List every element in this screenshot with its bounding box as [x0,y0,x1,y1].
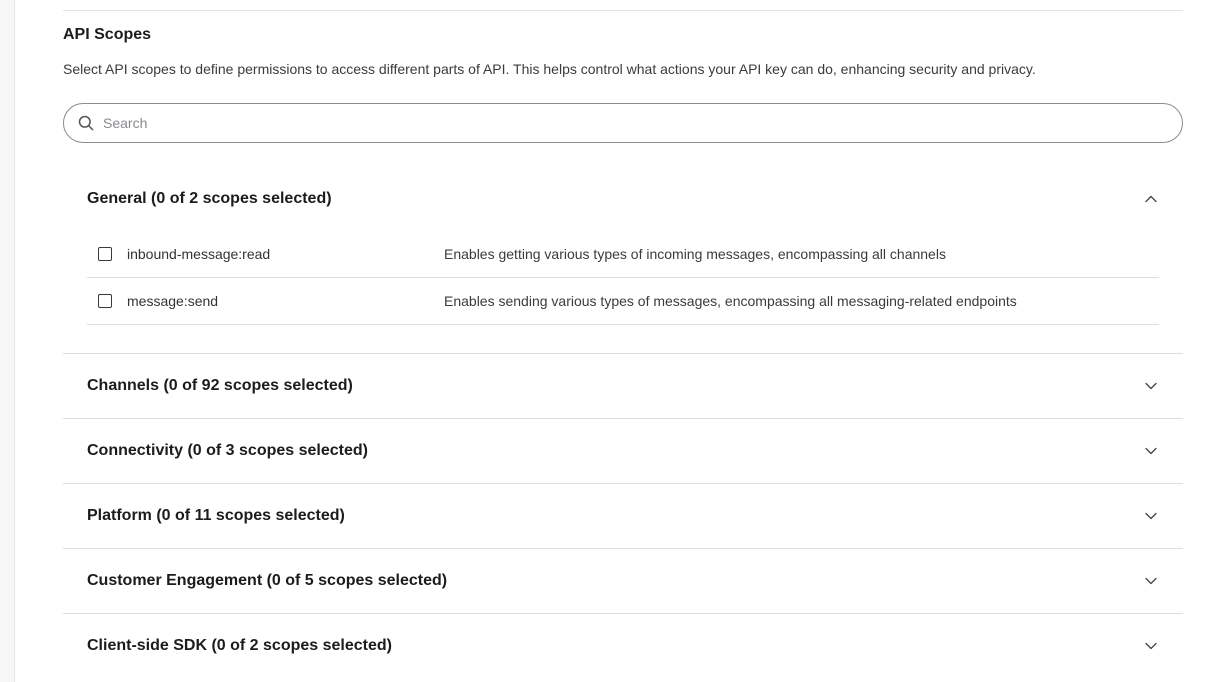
chevron-up-icon[interactable] [1144,192,1158,206]
scope-group-title: Connectivity (0 of 3 scopes selected) [87,442,368,459]
chevron-down-icon[interactable] [1144,509,1158,523]
scope-group-client-side-sdk[interactable] [63,614,1183,682]
search-box[interactable] [63,103,1183,143]
scope-name: inbound-message:read [127,246,271,262]
scope-group-title: General (0 of 2 scopes selected) [87,190,332,207]
scope-group-general [63,168,1183,354]
scope-group-title: Platform (0 of 11 scopes selected) [87,507,345,524]
search-icon [78,115,94,131]
api-scopes-panel [14,0,1229,682]
scope-group-title: Client-side SDK (0 of 2 scopes selected) [87,637,392,654]
chevron-down-icon[interactable] [1144,444,1158,458]
scope-group-channels[interactable] [63,354,1183,419]
scope-group-connectivity[interactable] [63,419,1183,484]
scope-group-header-general[interactable] [63,168,1183,232]
chevron-down-icon[interactable] [1144,574,1158,588]
scope-checkbox[interactable] [98,294,112,308]
search-input[interactable] [101,114,1105,132]
scope-description: Enables getting various types of incoming messages, encompassing all channels [444,246,946,262]
scope-group-title: Channels (0 of 92 scopes selected) [87,377,353,394]
scope-row [87,231,1159,278]
section-title: API Scopes [63,26,152,43]
scope-row [87,278,1159,325]
scope-description: Enables sending various types of messages, encompassing all messaging-related endpoints [444,293,1017,309]
section-description: Select API scopes to define permissions to access different parts of API. This helps control what actions your API key can do, enhancing security and privacy. [63,61,1036,77]
scope-name: message:send [127,293,219,309]
scope-checkbox[interactable] [98,247,112,261]
chevron-down-icon[interactable] [1144,379,1158,393]
scope-group-title: Customer Engagement (0 of 5 scopes selected) [87,572,448,589]
top-divider [63,10,1183,11]
scope-group-platform[interactable] [63,484,1183,549]
scope-group-customer-engagement[interactable] [63,549,1183,614]
chevron-down-icon[interactable] [1144,639,1158,653]
